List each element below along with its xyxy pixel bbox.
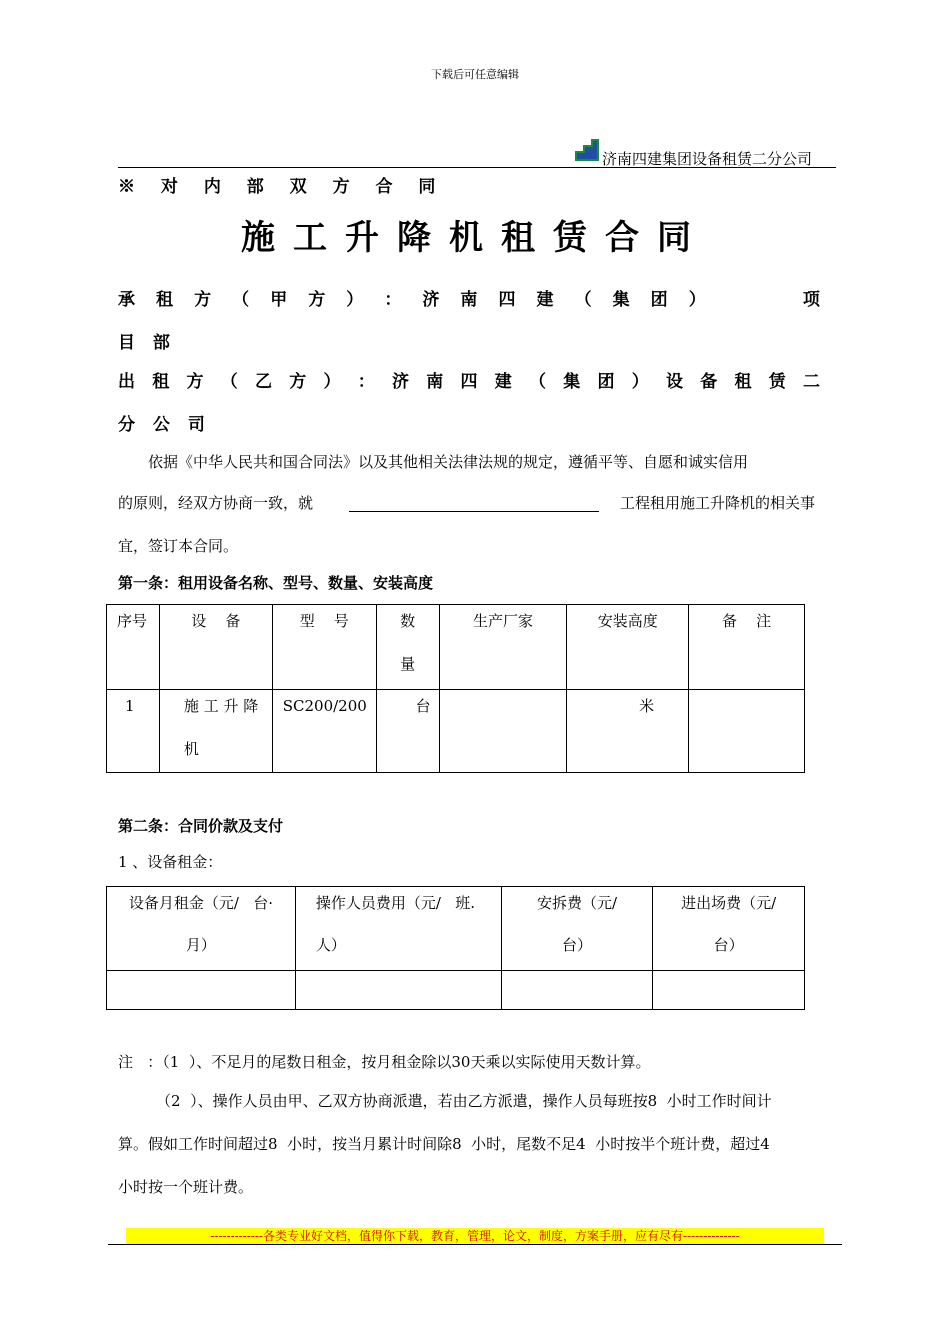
note-1: 注 ：（1 ）、不足月的尾数日租金，按月租金除以30天乘以实际使用天数计算。	[118, 1053, 651, 1071]
header-equipment: 设 备	[159, 605, 272, 690]
lessor-char: 租	[734, 372, 752, 392]
lessor-char: 设	[666, 372, 683, 392]
equipment-table-header	[107, 605, 805, 690]
cell-equipment-1: 施 工 升 降	[183, 697, 259, 715]
lessee-char: 甲	[270, 290, 288, 310]
note-2-line-1: （2 ）、操作人员由甲、乙双方协商派遣，若由乙方派遣，操作人员每班按8 小时工作时间计	[156, 1092, 772, 1110]
footer-rule	[108, 1244, 842, 1245]
lessor-char: 建	[494, 372, 512, 392]
lessee-char: 承	[118, 290, 135, 310]
intro-line-2b: 工程租用施工升降机的相关事	[620, 494, 816, 512]
rent-item: 1 、设备租金：	[118, 853, 223, 871]
header-maker: 生产厂家	[439, 605, 567, 690]
lessee-line-wrap: 目 部	[118, 333, 176, 353]
lessee-char: （	[574, 290, 592, 310]
intro-line-2a: 的原则，经双方协商一致，就	[118, 494, 314, 512]
footer-text: -------------各类专业好文档，值得你下载，教育，管理，论文，制度，方案手册，应有尽有--------------	[210, 1229, 740, 1243]
header-qty-2: 量	[400, 655, 416, 673]
lessor-char: （	[220, 372, 238, 392]
cell-install	[501, 971, 653, 1010]
table-row	[107, 690, 805, 773]
company-name: 济南四建集团设备租赁二分公司	[602, 150, 813, 168]
lessee-char: 集	[612, 290, 630, 310]
lessor-char: 济	[392, 372, 409, 392]
lessor-char: （	[529, 372, 546, 392]
cell-height: 米	[567, 690, 689, 773]
header-transport	[653, 887, 805, 971]
contract-title: 施工升降机租赁合同	[241, 218, 709, 258]
lessee-char: 方	[308, 290, 326, 310]
lessee-char: 四	[498, 290, 516, 310]
lessee-char: ）	[346, 290, 364, 310]
cell-equipment	[159, 690, 272, 773]
header-operator-1: 操作人员费用（元/ 班.	[315, 894, 475, 912]
header-rent	[107, 887, 296, 971]
header-install-1: 安拆费（元/	[537, 894, 618, 912]
lessee-char: ：	[384, 290, 402, 310]
header-qty-1: 数	[400, 612, 416, 630]
table-row	[107, 971, 805, 1010]
lessor-char: 乙	[255, 372, 272, 392]
lessor-char: ）	[631, 372, 649, 392]
lessor-line	[118, 367, 820, 392]
internal-contract-note: ※ 对 内 部 双 方 合 同	[118, 177, 446, 197]
note-2-line-3: 小时按一个班计费。	[118, 1178, 254, 1196]
lessor-char: 方	[186, 372, 204, 392]
cell-operator	[295, 971, 501, 1010]
header-install-2: 台）	[562, 936, 593, 954]
lessor-char: ）	[323, 372, 341, 392]
header-rent-2: 月）	[185, 936, 216, 954]
article1-heading: 第一条：租用设备名称、型号、数量、安装高度	[118, 574, 434, 592]
top-note: 下载后可任意编辑	[431, 68, 519, 81]
header-qty	[376, 605, 439, 690]
cell-no: 1	[107, 690, 160, 773]
header-transport-1: 进出场费（元/	[681, 894, 777, 912]
header-remark: 备 注	[689, 605, 805, 690]
cell-rent	[107, 971, 296, 1010]
lessor-char: 二	[803, 372, 820, 392]
project-name-blank[interactable]	[349, 493, 599, 512]
lessee-char: 建	[536, 290, 554, 310]
header-model: 型 号	[272, 605, 376, 690]
cell-transport	[653, 971, 805, 1010]
lessor-char: 租	[152, 372, 170, 392]
lessor-char: 赁	[768, 372, 786, 392]
lessee-char: 方	[194, 290, 212, 310]
intro-line-3: 宜，签订本合同。	[118, 537, 239, 555]
lessee-char: ）	[688, 290, 706, 310]
lessor-char: 备	[700, 372, 718, 392]
lessee-char	[765, 285, 782, 310]
lessee-line	[118, 285, 820, 310]
fee-table-header	[107, 887, 805, 971]
header-rule	[118, 167, 836, 168]
lessee-char: 租	[156, 290, 174, 310]
lessor-char: 南	[426, 372, 444, 392]
header-height: 安装高度	[567, 605, 689, 690]
note-2-line-2: 算。假如工作时间超过8 小时，按当月累计时间除8 小时，尾数不足4 小时按半个班计费，超过4	[118, 1135, 770, 1153]
lessor-line-wrap: 分 公 司	[118, 415, 211, 435]
fee-table	[106, 886, 805, 1010]
lessee-char: 团	[650, 290, 668, 310]
lessee-char: 南	[460, 290, 478, 310]
lessor-char: 方	[289, 372, 307, 392]
header-operator-2: 人）	[315, 936, 346, 954]
lessee-char: 项	[802, 290, 820, 310]
lessor-char: ：	[357, 372, 375, 392]
lessor-char: 出	[118, 372, 135, 392]
header-transport-2: 台）	[713, 936, 744, 954]
lessee-char: （	[232, 290, 250, 310]
lessee-char	[727, 285, 744, 310]
header-install	[501, 887, 653, 971]
cell-remark	[689, 690, 805, 773]
cell-maker	[439, 690, 567, 773]
equipment-table	[106, 604, 805, 773]
lessee-char: 济	[422, 290, 440, 310]
company-logo-icon	[573, 137, 601, 163]
cell-qty: 台	[376, 690, 439, 773]
header-rent-1: 设备月租金（元/ 台·	[128, 894, 273, 912]
header-operator	[295, 887, 501, 971]
lessor-char: 团	[597, 372, 615, 392]
header-no: 序号	[107, 605, 160, 690]
intro-line-1: 依据《中华人民共和国合同法》以及其他相关法律法规的规定，遵循平等、自愿和诚实信用	[148, 453, 749, 471]
article2-heading: 第二条：合同价款及支付	[118, 817, 284, 835]
cell-equipment-2: 机	[183, 740, 199, 758]
cell-model: SC200/200	[272, 690, 376, 773]
lessor-char: 四	[460, 372, 478, 392]
lessor-char: 集	[563, 372, 581, 392]
